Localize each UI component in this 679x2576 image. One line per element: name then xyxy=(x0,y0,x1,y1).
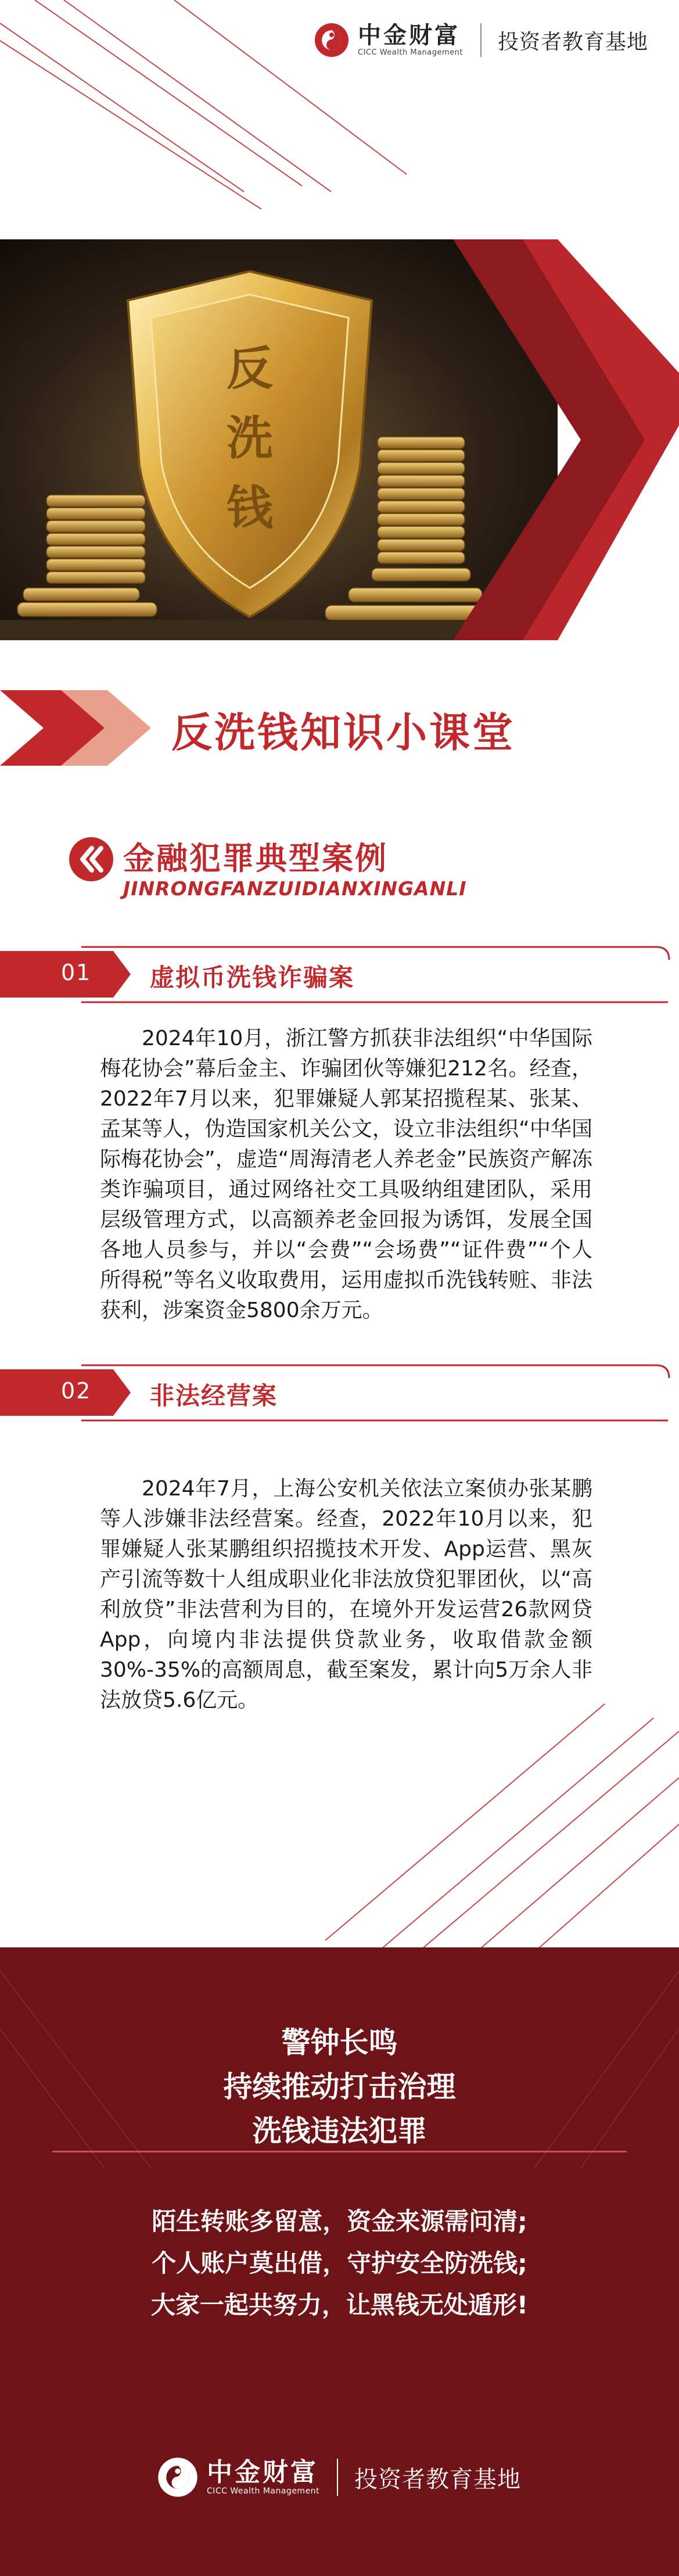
footer-brand-cn: 中金财富 xyxy=(207,2457,318,2487)
bottom-divider xyxy=(52,2151,627,2152)
double-chevron-left-icon xyxy=(69,837,114,882)
tips-line-3: 大家一起共努力，让黑钱无处遁形! xyxy=(150,2291,529,2319)
slogan-line-1: 警钟长鸣 xyxy=(281,2026,398,2060)
tips-block xyxy=(0,2201,679,2326)
footer-tagline: 投资者教育基地 xyxy=(354,2466,522,2493)
case-2-header-bar xyxy=(0,1357,679,1426)
page-title: 反洗钱知识小课堂 xyxy=(171,709,515,756)
hero-image xyxy=(0,239,679,640)
section-subtitle: JINRONGFANZUIDIANXINGANLI xyxy=(123,877,467,900)
footer-brand-name xyxy=(207,2459,319,2496)
shield-char-3: 钱 xyxy=(227,480,273,535)
footer-brand-en: CICC Wealth Management xyxy=(207,2487,320,2496)
section-title: 金融犯罪典型案例 xyxy=(123,840,388,877)
case-2-title: 非法经营案 xyxy=(150,1382,278,1410)
header-brand xyxy=(314,22,648,58)
footer-brand-separator xyxy=(337,2459,338,2496)
brand-separator xyxy=(480,23,482,57)
footer-logo-icon xyxy=(157,2456,199,2498)
slogan-line-3: 洗钱违法犯罪 xyxy=(252,2114,427,2148)
slogan-block xyxy=(0,2021,679,2153)
case-1-body xyxy=(100,1024,592,1326)
case-2-paragraph: 2024年7月，上海公安机关依法立案侦办张某鹏等人涉嫌非法经营案。经查，2022年10月以来，犯罪嫌疑人张某鹏组织招揽技术开发、App运营、黑灰产引流等数十人组成职业化非法放贷犯罪团伙，以“高利放贷”非法营利为目的，在境外开发运营26款网贷App，向境内非法提供贷款业务，收取借款金额30%-35%的高额周息，截至案发，累计向5万余人非法放贷5.6亿元。 xyxy=(100,1477,592,1712)
title-chevrons xyxy=(0,684,174,772)
bottom-decor-lines xyxy=(0,1685,679,1952)
shield-char-2: 洗 xyxy=(227,411,273,465)
case-1-title: 虚拟币洗钱诈骗案 xyxy=(150,963,355,992)
brand-name xyxy=(358,23,463,58)
case-2-body xyxy=(100,1474,592,1716)
case-1-paragraph: 2024年10月，浙江警方抓获非法组织“中华国际梅花协会”幕后金主、诈骗团伙等嫌犯212名。经查，2022年7月以来，犯罪嫌疑人郭某招揽程某、张某、孟某等人，伪造国家机关公文，设立非法组织“中华国际梅花协会”，虚造“周海清老人养老金”民族资产解冻类诈骗项目，通过网络社交工具吸纳组建团队，采用层级管理方式，以高额养老金回报为诱饵，发展全国各地人员参与，并以“会费”“会场费”“证件费”“个人所得税”等名义收取费用，运用虚拟币洗钱转赃、非法获利，涉案资金5800余万元。 xyxy=(100,1027,592,1322)
brand-cn: 中金财富 xyxy=(358,22,460,49)
slogan-line-2: 持续推动打击治理 xyxy=(223,2070,456,2104)
case-1-number: 01 xyxy=(61,960,92,985)
brand-tagline: 投资者教育基地 xyxy=(497,30,648,54)
case-2-number: 02 xyxy=(61,1378,92,1404)
footer-brand xyxy=(157,2456,521,2498)
tips-line-2: 个人账户莫出借，守护安全防洗钱; xyxy=(152,2249,527,2277)
brand-en: CICC Wealth Management xyxy=(358,48,463,57)
brand-logo-icon xyxy=(314,22,350,58)
tips-line-1: 陌生转账多留意，资金来源需问清; xyxy=(152,2207,527,2236)
shield-char-1: 反 xyxy=(227,341,273,396)
